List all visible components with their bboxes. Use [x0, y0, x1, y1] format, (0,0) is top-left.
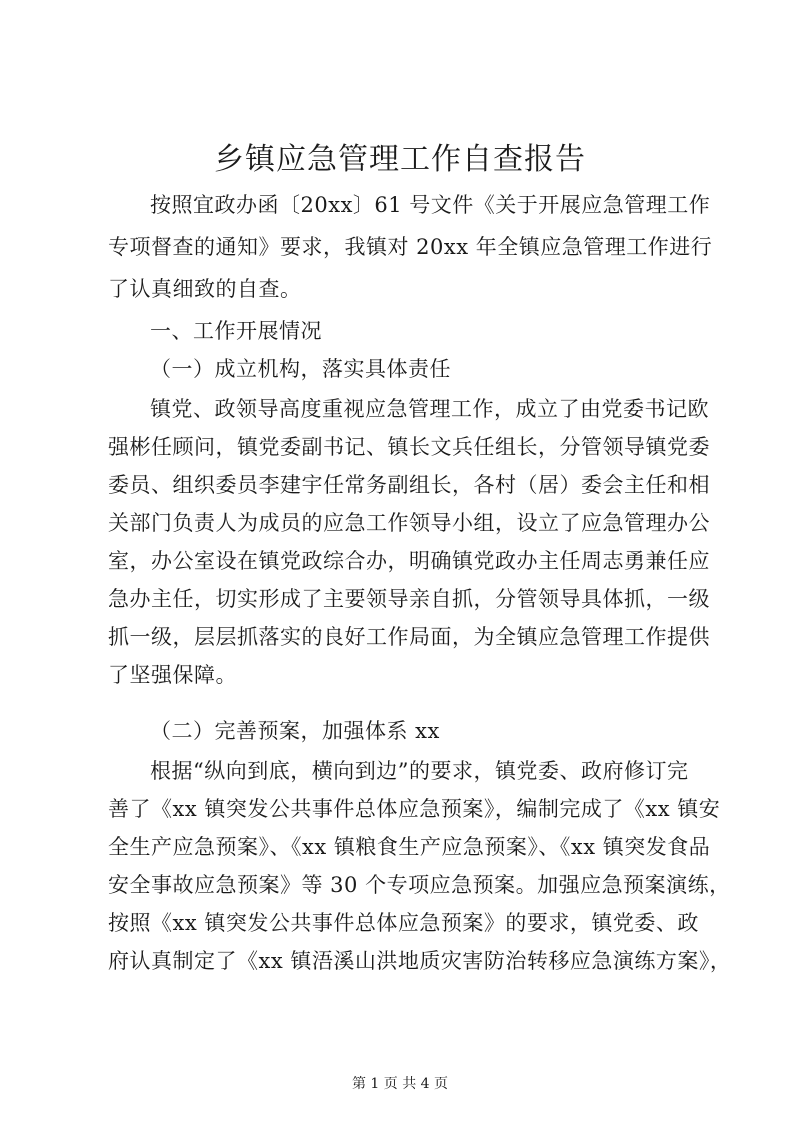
- document-title: 乡镇应急管理工作自查报告: [214, 142, 586, 177]
- body-line: 专项督查的通知》要求，我镇对 20xx 年全镇应急管理工作进行: [108, 235, 713, 259]
- body-line: 府认真制定了《xx 镇浯溪山洪地质灾害防治转移应急演练方案》，: [108, 949, 732, 973]
- body-line: 根据“纵向到底，横向到边”的要求，镇党委、政府修订完: [150, 759, 689, 783]
- body-line: 按照宜政办函〔20xx〕61 号文件《关于开展应急管理工作: [150, 193, 711, 217]
- body-line: 抓一级，层层抓落实的良好工作局面，为全镇应急管理工作提供: [108, 625, 710, 649]
- subsection-heading: （二）完善预案，加强体系 xx: [150, 719, 440, 743]
- body-line: 了认真细致的自查。: [108, 277, 302, 301]
- body-line: 按照《xx 镇突发公共事件总体应急预案》的要求，镇党委、政: [108, 911, 699, 935]
- body-line: 镇党、政领导高度重视应急管理工作，成立了由党委书记欧: [150, 397, 709, 421]
- page-number-footer: 第 1 页 共 4 页: [351, 1076, 449, 1092]
- body-line: 善了《xx 镇突发公共事件总体应急预案》，编制完成了《xx 镇安: [108, 797, 721, 821]
- body-line: 强彬任顾问，镇党委副书记、镇长文兵任组长，分管领导镇党委: [108, 435, 710, 459]
- body-line: 急办主任，切实形成了主要领导亲自抓，分管领导具体抓，一级: [108, 587, 710, 611]
- body-line: 委员、组织委员李建宇任常务副组长，各村（居）委会主任和相: [108, 473, 710, 497]
- subsection-heading: （一）成立机构，落实具体责任: [150, 357, 451, 381]
- body-line: 了坚强保障。: [108, 663, 237, 687]
- body-line: 室，办公室设在镇党政综合办，明确镇党政办主任周志勇兼任应: [108, 549, 710, 573]
- body-line: 关部门负责人为成员的应急工作领导小组，设立了应急管理办公: [108, 511, 710, 535]
- section-heading: 一、工作开展情况: [150, 319, 322, 343]
- body-line: 安全事故应急预案》等 30 个专项应急预案。加强应急预案演练，: [108, 873, 731, 897]
- body-line: 全生产应急预案》、《xx 镇粮食生产应急预案》、《xx 镇突发食品: [108, 835, 711, 859]
